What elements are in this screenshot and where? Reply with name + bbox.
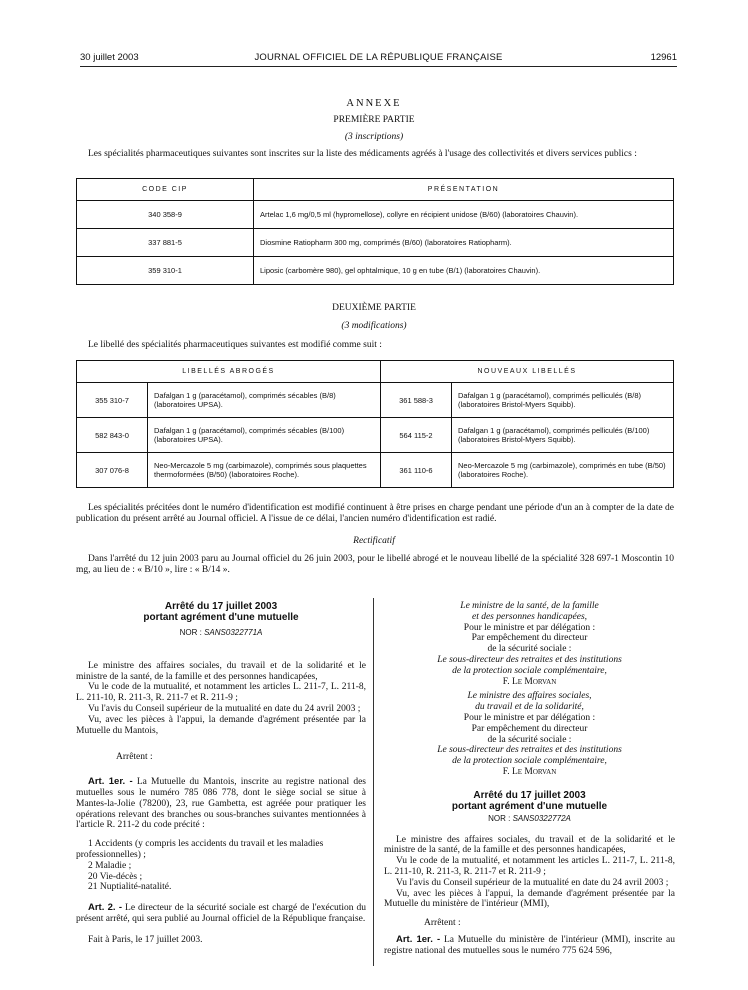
- signatory-minister: Le ministre des affaires sociales,: [467, 691, 592, 702]
- article-1: [384, 935, 675, 957]
- table-row: [77, 453, 674, 488]
- part1-intro: Les spécialités pharmaceutiques suivantes sont inscrites sur la liste des médicaments agréés à l'usage des collectivités et divers services publics :: [88, 149, 637, 159]
- signatory-name: F. Le Morvan: [502, 676, 557, 687]
- signature-line: Par empêchement du directeur: [471, 633, 588, 644]
- after-table-paragraph: Les spécialités précitées dont le numéro d'identification est modifié continuent à être prises en charge pendant une période d'un an à compter de la date de publication du présent arrêté au Journal officiel. A l'issue de ce délai, l'ancien numéro d'identification est radié.: [76, 503, 674, 524]
- old-label-cell: Neo-Mercazole 5 mg (carbimazole), comprimés sous plaquettes thermoformées (B/50) (laboratoires Roche).: [148, 453, 381, 488]
- preamble-paragraph: Le ministre des affaires sociales, du travail et de la solidarité et le ministre de la santé, de la famille et des personnes handicapées,: [384, 834, 675, 856]
- old-label-cell: Dafalgan 1 g (paracétamol), comprimés sécables (B/8) (laboratoires UPSA).: [148, 383, 381, 418]
- page-number: 12961: [650, 52, 677, 63]
- old-code-cell: 307 076-8: [77, 453, 148, 488]
- arrete-title: Arrêté du 17 juillet 2003: [473, 789, 586, 801]
- signature-line: de la sécurité sociale :: [487, 644, 572, 655]
- old-code-cell: 355 310-7: [77, 383, 148, 418]
- preamble-paragraph: Le ministre des affaires sociales, du travail et de la solidarité et le ministre de la santé, de la famille et des personnes handicapées,: [76, 660, 366, 682]
- signature-line: Pour le ministre et par délégation :: [463, 622, 596, 633]
- preamble-paragraph: Vu le code de la mutualité, et notamment les articles L. 211-7, L. 211-8, L. 211-10, R. 211-3, R. 211-7 et R. 211-9 ;: [384, 856, 675, 877]
- part1-subtitle: (3 inscriptions): [344, 132, 404, 142]
- code-cip-cell: 340 358-9: [77, 201, 254, 229]
- preamble-paragraph: Vu le code de la mutualité, et notamment les articles L. 211-7, L. 211-8, L. 211-10, R. 211-3, R. 211-7 et R. 211-9 ;: [76, 682, 366, 704]
- list-item: 20 Vie-décès ;: [88, 871, 143, 882]
- part2-intro: Le libellé des spécialités pharmaceutiques suivantes est modifié comme suit :: [88, 340, 382, 350]
- signature-line: de la protection sociale complémentaire,: [452, 756, 607, 767]
- article-1-label: Art. 1er. -: [88, 776, 133, 788]
- column-divider: [373, 598, 374, 966]
- nor-reference: [384, 814, 675, 825]
- list-item: 2 Maladie ;: [88, 860, 132, 871]
- article-1: [76, 777, 366, 831]
- part2-subtitle: (3 modifications): [341, 321, 407, 331]
- rectificatif-text: Dans l'arrêté du 12 juin 2003 paru au Journal officiel du 26 juin 2003, pour le libellé abrogé et le nouveau libellé de la spécialité 328 697-1 Moscontin 10 mg, au lieu de : « B/10 », lire : « B/14 ».: [76, 554, 674, 575]
- arrete-title: Arrêté du 17 juillet 2003: [164, 601, 278, 612]
- table-row: [77, 418, 674, 453]
- signature-line: Le sous-directeur des retraites et des institutions: [437, 745, 622, 756]
- arrete-subtitle: portant agrément d'une mutuelle: [451, 800, 608, 812]
- preamble-paragraph: Vu l'avis du Conseil supérieur de la mutualité en date du 24 avril 2003 ;: [88, 703, 361, 714]
- new-code-cell: 361 110-6: [381, 453, 452, 488]
- presentation-cell: Liposic (carbomère 980), gel ophtalmique, 10 g en tube (B/1) (laboratoires Chauvin).: [254, 257, 674, 285]
- article-2-label: Art. 2. -: [88, 902, 122, 914]
- nor-label: NOR :: [488, 813, 511, 823]
- part1-title: PREMIÈRE PARTIE: [333, 115, 415, 125]
- nor-code: SANS0322772A: [512, 813, 571, 823]
- old-label-cell: Dafalgan 1 g (paracétamol), comprimés sécables (B/100) (laboratoires UPSA).: [148, 418, 381, 453]
- table-row: [77, 257, 674, 285]
- preamble-paragraph: Vu, avec les pièces à l'appui, la demande d'agrément présentée par la Mutuelle du Mantois,: [76, 714, 366, 736]
- nor-code: SANS0322771A: [204, 628, 263, 637]
- header-rule: [80, 66, 677, 67]
- modifications-table: [76, 360, 674, 488]
- code-cip-cell: 359 310-1: [77, 257, 254, 285]
- page-header: [80, 52, 677, 66]
- rectificatif-title: Rectificatif: [353, 536, 395, 546]
- article-1-text: La Mutuelle du Mantois, inscrite au registre national des mutuelles sous le numéro 785 086 778, dont le siège social se situe à Mantes-la-Jolie (78200), 23, rue Gambetta, est agréée pour pratiquer les opérations relevant des branches ou sous-branches suivantes mentionnées à l'article R. 211-2 du code précité :: [76, 777, 366, 831]
- code-cip-cell: 337 881-5: [77, 229, 254, 257]
- table-row: [77, 201, 674, 229]
- new-code-cell: 361 588-3: [381, 383, 452, 418]
- article-1-text: La Mutuelle du ministère de l'intérieur (MMI), inscrite au registre national des mutuelles sous le numéro 775 624 596,: [384, 934, 675, 956]
- article-1-label: Art. 1er. -: [396, 933, 441, 945]
- column-header-presentation: PRÉSENTATION: [254, 179, 674, 201]
- nor-label: NOR :: [179, 628, 202, 637]
- new-code-cell: 564 115-2: [381, 418, 452, 453]
- preamble-paragraph: Vu, avec les pièces à l'appui, la demande d'agrément présentée par la Mutuelle du ministère de l'intérieur (MMI),: [384, 888, 675, 910]
- list-item: 21 Nuptialité-natalité.: [88, 882, 172, 893]
- journal-title: JOURNAL OFFICIEL DE LA RÉPUBLIQUE FRANÇAISE: [254, 52, 503, 63]
- inscriptions-table: [76, 178, 674, 285]
- column-header-libelles-abroges: LIBELLÉS ABROGÉS: [77, 361, 381, 383]
- list-item: 1 Accidents (y compris les accidents du travail et les maladies professionnelles) ;: [76, 839, 324, 860]
- signature-line: de la protection sociale complémentaire,: [452, 665, 607, 676]
- left-column: [76, 601, 366, 946]
- signature-line: Le sous-directeur des retraites et des institutions: [437, 654, 622, 665]
- old-code-cell: 582 843-0: [77, 418, 148, 453]
- signature-line: de la sécurité sociale :: [487, 734, 572, 745]
- preamble-paragraph: Vu l'avis du Conseil supérieur de la mutualité en date du 24 avril 2003 ;: [396, 877, 669, 888]
- header-date: 30 juillet 2003: [80, 52, 139, 63]
- signature-block-2: [384, 691, 675, 777]
- table-header-row: [77, 179, 674, 201]
- column-header-code-cip: CODE CIP: [77, 179, 254, 201]
- fait-a-paris: Fait à Paris, le 17 juillet 2003.: [88, 934, 203, 945]
- arrete-subtitle: portant agrément d'une mutuelle: [143, 612, 299, 623]
- presentation-cell: Artelac 1,6 mg/0,5 ml (hypromellose), collyre en récipient unidose (B/60) (laboratoires Chauvin).: [254, 201, 674, 229]
- signature-block-1: [384, 601, 675, 687]
- arrete-2-heading: [384, 790, 675, 825]
- new-label-cell: Dafalgan 1 g (paracétamol), comprimés pelliculés (B/100) (laboratoires Bristol-Myers Squibb).: [452, 418, 674, 453]
- arretent-label: Arrêtent :: [424, 918, 461, 929]
- nor-reference: [76, 628, 366, 639]
- new-label-cell: Dafalgan 1 g (paracétamol), comprimés pelliculés (B/8) (laboratoires Bristol-Myers Squibb).: [452, 383, 674, 418]
- signature-line: Par empêchement du directeur: [471, 723, 588, 734]
- presentation-cell: Diosmine Ratiopharm 300 mg, comprimés (B/60) (laboratoires Ratiopharm).: [254, 229, 674, 257]
- annexe-heading: ANNEXE: [346, 98, 402, 109]
- table-header-row: [77, 361, 674, 383]
- signatory-name: F. Le Morvan: [502, 766, 557, 777]
- right-column: [384, 601, 675, 957]
- signature-line: Pour le ministre et par délégation :: [463, 712, 596, 723]
- new-label-cell: Neo-Mercazole 5 mg (carbimazole), comprimés en tube (B/50) (laboratoires Roche).: [452, 453, 674, 488]
- signatory-minister: et des personnes handicapées,: [471, 611, 588, 622]
- column-header-nouveaux-libelles: NOUVEAUX LIBELLÉS: [381, 361, 674, 383]
- part2-title: DEUXIÈME PARTIE: [332, 303, 416, 313]
- arretent-label: Arrêtent :: [116, 752, 153, 763]
- article-2: [76, 903, 366, 925]
- table-row: [77, 383, 674, 418]
- article-2-text: Le directeur de la sécurité sociale est chargé de l'exécution du présent arrêté, qui sera publié au Journal officiel de la République française.: [76, 903, 367, 924]
- signatory-minister: du travail et de la solidarité,: [475, 702, 584, 713]
- signatory-minister: Le ministre de la santé, de la famille: [460, 601, 599, 611]
- table-row: [77, 229, 674, 257]
